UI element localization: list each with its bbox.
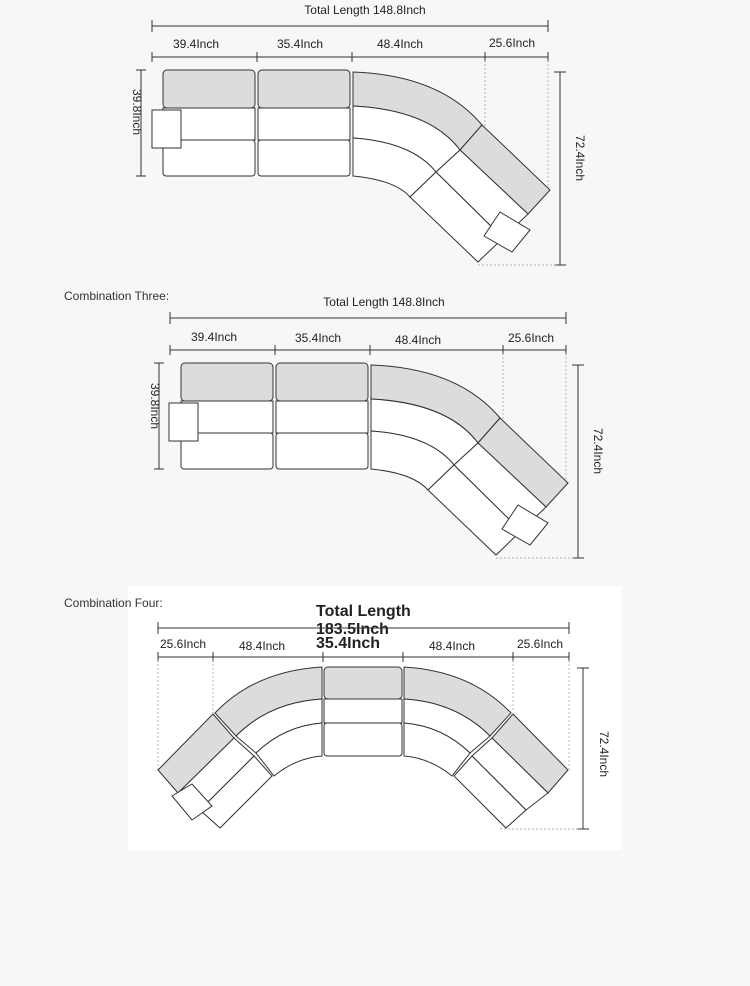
combination-four-label: Combination Four: <box>64 596 163 610</box>
depth-label: 39.8Inch <box>148 382 162 430</box>
segment-label-3: 48.4Inch <box>428 639 476 653</box>
diagram-combination-three <box>148 295 605 558</box>
ottoman-left <box>152 110 181 148</box>
total-length-label: Total Length 148.8Inch <box>323 295 445 309</box>
height-label: 72.4Inch <box>591 427 605 475</box>
segment-label-4: 25.6Inch <box>507 331 555 345</box>
combination-three-label: Combination Three: <box>64 289 170 303</box>
total-length-title: Total Length <box>316 603 411 620</box>
middle-segment-label: 35.4Inch <box>316 635 381 652</box>
total-length-value: 183.5Inch <box>316 621 389 638</box>
segment-label-2: 35.4Inch <box>294 331 342 345</box>
sofa-module-1-back <box>163 70 255 108</box>
segment-label-2: 35.4Inch <box>276 37 324 51</box>
sofa-module-2-seat <box>258 108 350 140</box>
segment-label-1: 25.6Inch <box>159 637 207 651</box>
height-label: 72.4Inch <box>597 730 611 778</box>
segment-label-3: 48.4Inch <box>394 333 442 347</box>
segment-label-3: 48.4Inch <box>376 37 424 51</box>
total-length-label: Total Length 148.8Inch <box>304 3 426 17</box>
segment-label-1: 39.4Inch <box>172 37 220 51</box>
height-label: 72.4Inch <box>573 134 587 182</box>
ottoman-left <box>169 403 198 441</box>
segment-label-1: 39.4Inch <box>190 330 238 344</box>
segment-label-4: 25.6Inch <box>516 637 564 651</box>
segment-label-2: 48.4Inch <box>238 639 286 653</box>
diagram-combination-two <box>130 3 587 265</box>
segment-label-4: 25.6Inch <box>488 36 536 50</box>
sofa-module-2-back <box>258 70 350 108</box>
depth-label: 39.8Inch <box>130 88 144 136</box>
diagram-combination-four <box>128 586 622 850</box>
